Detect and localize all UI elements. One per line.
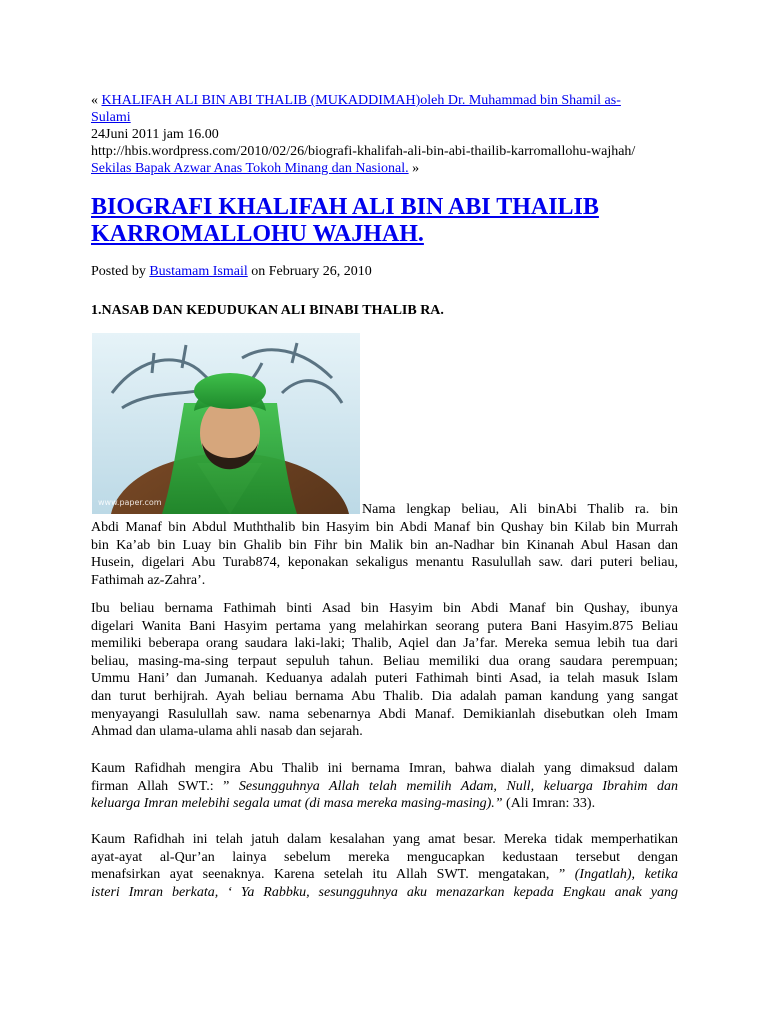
p1-line-3: Husein, digelari Abu Turab874, keponakan sekaligus menantu Rasulullah saw. dari puteri beliau,: [91, 555, 678, 571]
p2-line-7: menyayangi Rasulullah saw. nama sebenarnya Abdi Manaf. Demikianlah disebutkan oleh Imam: [91, 706, 678, 722]
next-post-line: [91, 160, 678, 177]
p3-citation: (Ali Imran: 33).: [502, 796, 596, 812]
p1-line-4: Fathimah az-Zahra’.: [91, 572, 206, 588]
p4-line-3-a: menafsirkan ayat seenaknya. Karena setelah itu Allah SWT. mengatakan, ”: [91, 867, 575, 883]
p1-line-1: Abdi Manaf bin Abdul Muththalib bin Hasyim bin Abdi Manaf bin Qushay bin Kilab bin Murrah: [91, 520, 678, 535]
paragraph-1: [91, 519, 678, 589]
p4-line-2: ayat-ayat al-Qur’an lainya sebelum mereka mengucapkan kedustaan tersebut dengan: [91, 849, 678, 865]
paragraph-4: [91, 831, 678, 901]
p3-line-2: [91, 778, 678, 796]
next-post-link[interactable]: Sekilas Bapak Azwar Anas Tokoh Minang dan Nasional.: [91, 161, 409, 176]
p2-line-8: Ahmad dan ulama-ulama ahli nasab dan sejarah.: [91, 724, 363, 740]
article-title[interactable]: [91, 194, 691, 248]
date-line: 24Juni 2011 jam 16.00: [91, 127, 219, 142]
posted-prefix: Posted by: [91, 264, 150, 279]
paragraph-3: [91, 760, 678, 813]
p2-line-2: digelari Wanita Bani Hasyim pertama yang melahirkan seorang putera Bani Hasyim.875 Beliau: [91, 618, 678, 634]
paragraph-1-first-line: Nama lengkap beliau, Ali binAbi Thalib ra. bin: [362, 502, 678, 517]
post-navigation: [91, 92, 678, 177]
section-heading: 1.NASAB DAN KEDUDUKAN ALI BINABI THALIB RA.: [91, 303, 444, 318]
prev-post-line-2: [91, 109, 678, 126]
prev-post-link[interactable]: KHALIFAH ALI BIN ABI THALIB (MUKADDIMAH)oleh Dr. Muhammad bin Shamil as-: [101, 93, 621, 108]
p2-line-3: memiliki beberapa orang saudara laki-laki; Thalib, Aqiel dan Ja’far. Mereka semua lebih tua dari: [91, 636, 678, 652]
p4-line-4: [91, 884, 678, 902]
p4-line-3: [91, 866, 678, 884]
post-meta: [91, 263, 372, 280]
p2-line-4: beliau, masing-ma-sing terpaut sepuluh tahun. Beliau memiliki dua orang saudara perempuan;: [91, 653, 678, 669]
p1-line-2: bin Ka’ab bin Luay bin Ghalib bin Fihr bin Malik bin an-Nadhar bin Kinanah Abul Hasan dan: [91, 537, 678, 553]
article-title-line-2[interactable]: KARROMALLOHU WAJHAH.: [91, 221, 424, 247]
p3-line-1: Kaum Rafidhah mengira Abu Thalib ini bernama Imran, bahwa dialah yang dimaksud dalam: [91, 761, 678, 776]
posted-date: on February 26, 2010: [247, 264, 372, 279]
source-url: http://hbis.wordpress.com/2010/02/26/biografi-khalifah-ali-bin-abi-thailib-karromallohu-wajhah/: [91, 144, 636, 159]
p2-line-5: Ummu Hani’ dan Jumanah. Keduanya adalah puteri Fathimah binti Asad, ia telah masuk Islam: [91, 671, 678, 687]
image-watermark: www.paper.com: [98, 498, 162, 507]
portrait-illustration: [92, 333, 360, 514]
p3-quote-2: keluarga Imran melebihi segala umat (di masa mereka masing-masing).”: [91, 796, 503, 812]
p4-quote-1: (Ingatlah), ketika: [574, 867, 679, 883]
p3-line-3: [91, 795, 678, 813]
prev-post-link-cont[interactable]: Sulami: [91, 110, 131, 125]
article-image: [92, 333, 360, 514]
p4-quote-2: isteri Imran berkata, ‘ Ya Rabbku, sesungguhnya aku menazarkan kepada Engkau anak yang: [91, 884, 678, 900]
paragraph-2: [91, 600, 678, 741]
next-marker: »: [408, 161, 420, 176]
p2-line-1: Ibu beliau bernama Fathimah binti Asad bin Hasyim bin Abdi Manaf bin Qushay, ibunya: [91, 601, 678, 616]
prev-post-line: [91, 92, 678, 109]
p3-quote-1: Sesungguhnya Allah telah memilih Adam, Null, keluarga Ibrahim dan: [238, 778, 679, 794]
p2-line-6: dan turut berhijrah. Ayah beliau bernama Abu Thalib. Dia adalah paman kandung yang sangat: [91, 688, 678, 704]
author-link[interactable]: Bustamam Ismail: [149, 264, 248, 279]
prev-marker: «: [91, 93, 102, 108]
p3-line-2-a: firman Allah SWT.: ”: [91, 778, 239, 794]
article-title-line-1[interactable]: BIOGRAFI KHALIFAH ALI BIN ABI THAILIB: [91, 194, 599, 220]
p4-line-1: Kaum Rafidhah ini telah jatuh dalam kesalahan yang amat besar. Mereka tidak memperhatikan: [91, 832, 678, 847]
